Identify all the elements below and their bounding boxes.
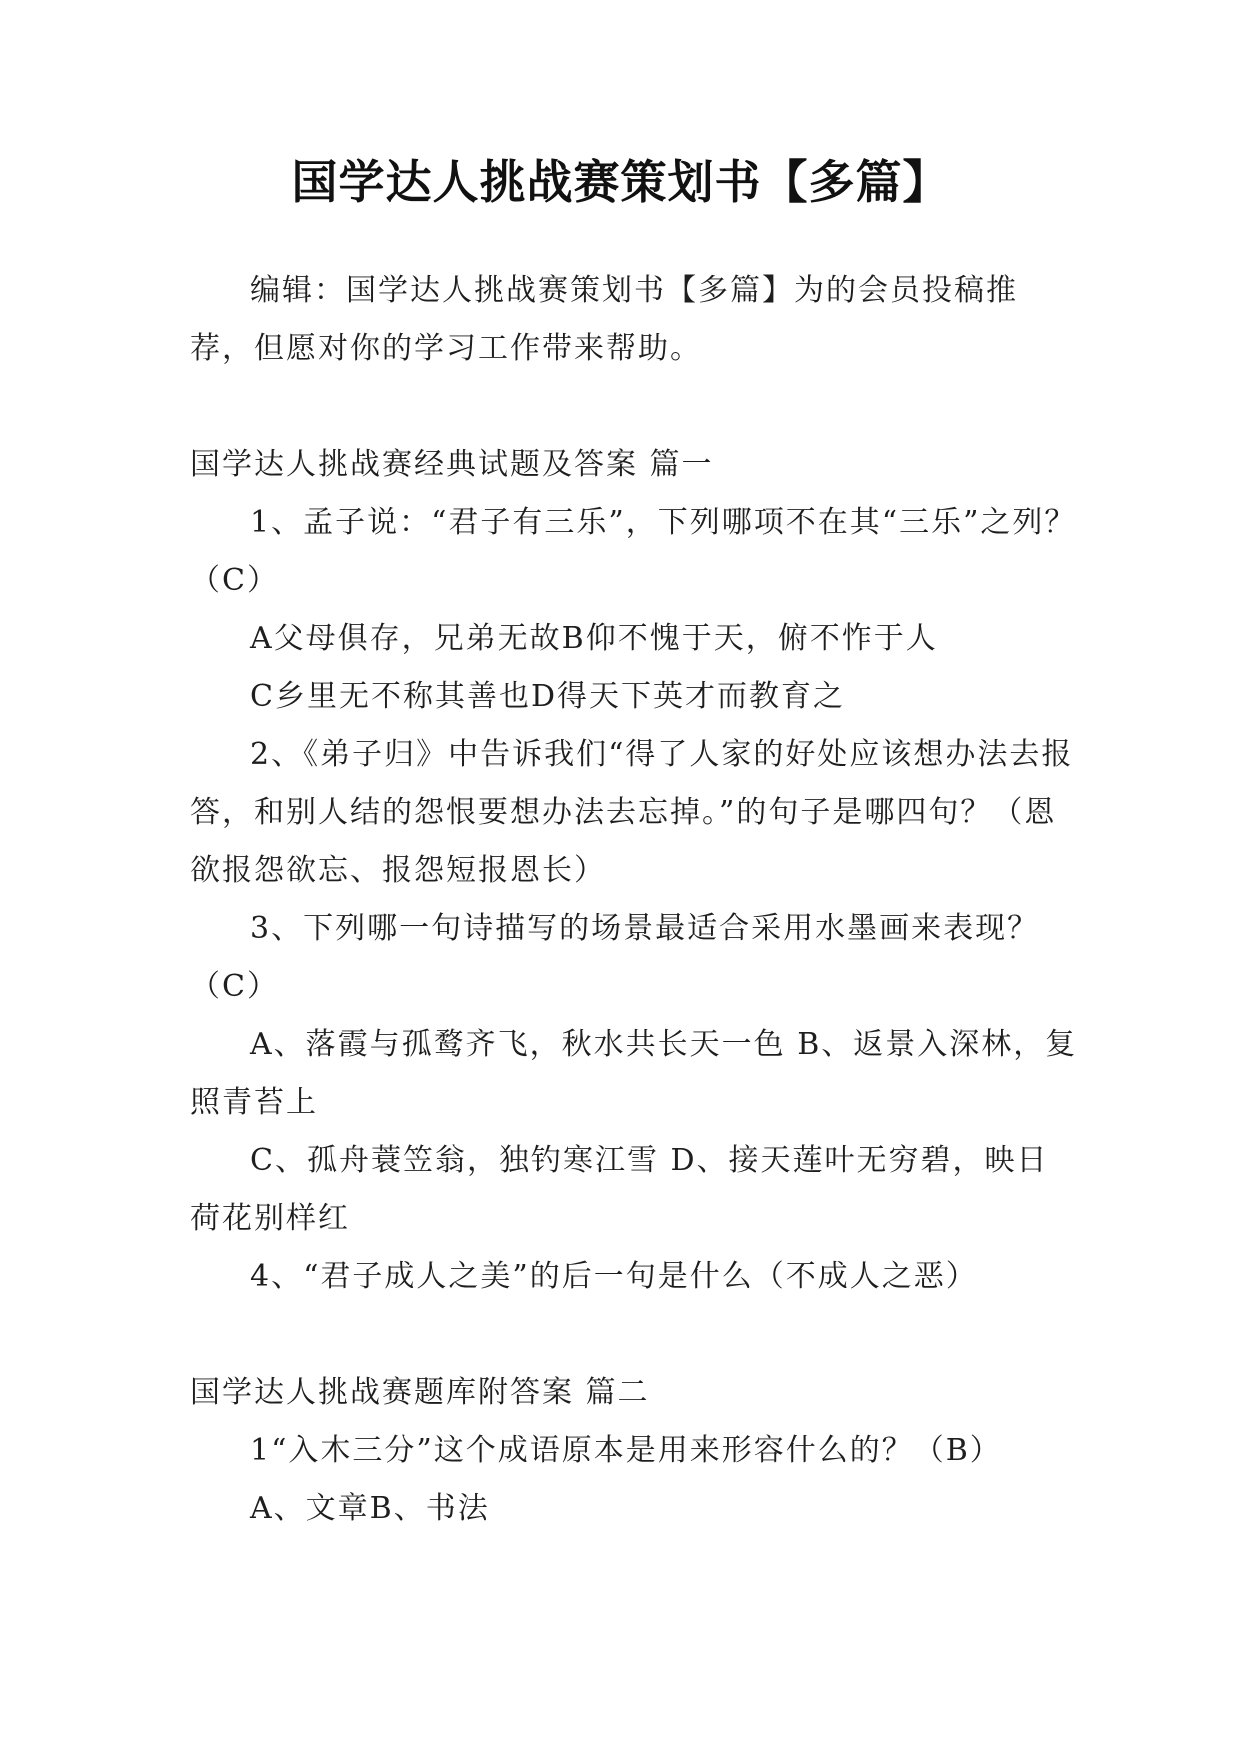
intro-paragraph: 编辑：国学达人挑战赛策划书【多篇】为的会员投稿推荐，但愿对你的学习工作带来帮助。 <box>190 273 1018 366</box>
section1-question-1-options-ab: A父母俱存，兄弟无故B仰不愧于天，俯不怍于人 <box>250 621 938 656</box>
paragraph-gap <box>190 378 1080 436</box>
document-body <box>190 262 1080 1538</box>
section1-question-3: 3、下列哪一句诗描写的场景最适合采用水墨画来表现？（C） <box>190 911 1040 1004</box>
section1-question-4: 4、“君子成人之美”的后一句是什么（不成人之恶） <box>250 1259 978 1294</box>
section1-question-3-options-cd: C、孤舟蓑笠翁，独钓寒江雪 D、接天莲叶无穷碧，映日荷花别样红 <box>190 1143 1049 1236</box>
paragraph-gap <box>190 1306 1080 1364</box>
section1-question-1-options-cd: C乡里无不称其善也D得天下英才而教育之 <box>250 679 846 714</box>
section2-heading: 国学达人挑战赛题库附答案 篇二 <box>190 1375 650 1410</box>
section2-question-1-options: A、文章B、书法 <box>250 1491 490 1526</box>
section2-question-1: 1“入木三分”这个成语原本是用来形容什么的？（B） <box>250 1433 1002 1468</box>
section1-heading: 国学达人挑战赛经典试题及答案 篇一 <box>190 447 714 482</box>
section1-question-1: 1、孟子说：“君子有三乐”，下列哪项不在其“三乐”之列？（C） <box>190 505 1077 598</box>
section1-question-2: 2、《弟子归》中告诉我们“得了人家的好处应该想办法去报答，和别人结的怨恨要想办法去忘掉。”的句子是哪四句？（恩欲报怨欲忘、报怨短报恩长） <box>190 737 1074 888</box>
section1-question-3-options-ab: A、落霞与孤鹜齐飞，秋水共长天一色 B、返景入深林，复照青苔上 <box>190 1027 1078 1120</box>
document-title: 国学达人挑战赛策划书【多篇】 <box>291 155 950 209</box>
